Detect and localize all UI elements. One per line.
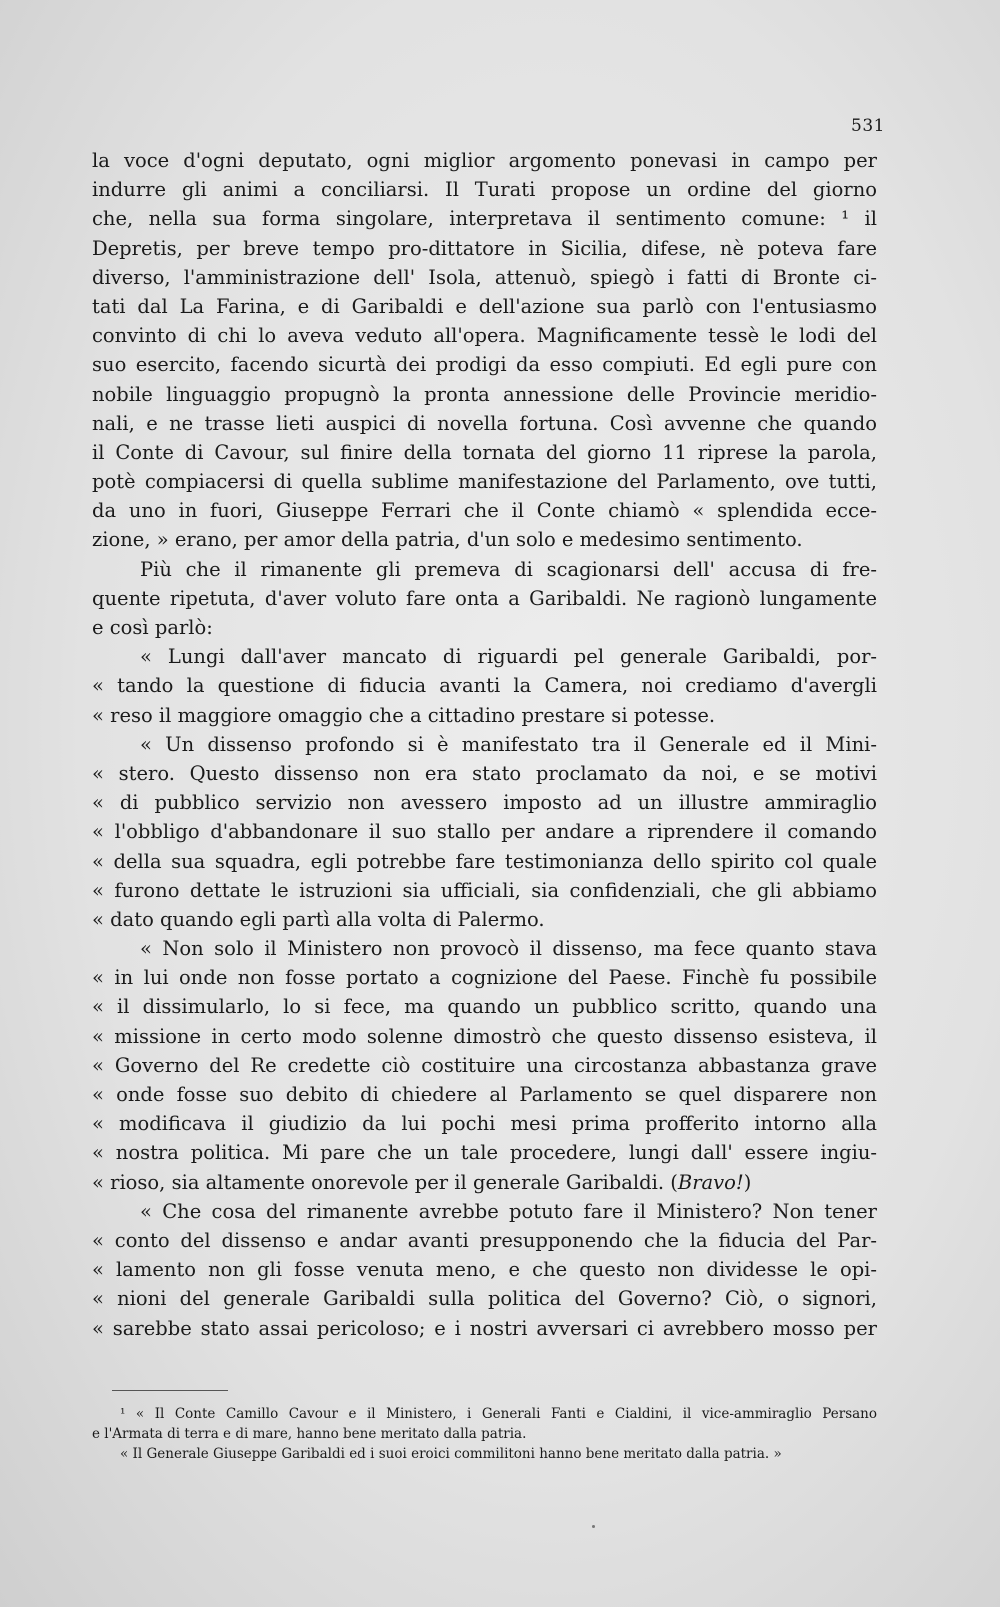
text-line: quente ripetuta, d'aver voluto fare onta a Garibaldi. Ne ragionò lungamente <box>92 586 877 610</box>
text-line: « missione in certo modo solenne dimostrò che questo dissenso esisteva, il <box>92 1024 877 1048</box>
text-line: diverso, l'amministrazione dell' Isola, attenuò, spiegò i fatti di Bronte ci- <box>92 265 877 289</box>
text-line: e così parlò: <box>92 616 213 639</box>
text-line: « conto del dissenso e andar avanti presupponendo che la fiducia del Par- <box>92 1228 877 1252</box>
text-line: il Conte di Cavour, sul finire della tornata del giorno 11 riprese la parola, <box>92 440 877 464</box>
text-line: « rioso, sia altamente onorevole per il generale Garibaldi. (Bravo!) <box>92 1170 752 1194</box>
text-line: « Un dissenso profondo si è manifestato tra il Generale ed il Mini- <box>140 732 877 756</box>
text-line: « sarebbe stato assai pericoloso; e i nostri avversari ci avrebbero mosso per <box>92 1316 877 1340</box>
text-line: nali, e ne trasse lieti auspici di novella fortuna. Così avvenne che quando <box>92 411 877 435</box>
paragraph <box>92 146 877 555</box>
text-line: « di pubblico servizio non avessero imposto ad un illustre ammiraglio <box>92 791 877 815</box>
text-line: « Governo del Re credette ciò costituire una circostanza abbastanza grave <box>92 1053 877 1077</box>
text-line: « Non solo il Ministero non provocò il dissenso, ma fece quanto stava <box>140 937 877 961</box>
text-line: tati dal La Farina, e di Garibaldi e dell'azione sua parlò con l'entusiasmo <box>92 294 877 318</box>
text-line: « l'obbligo d'abbandonare il suo stallo per andare a riprendere il comando <box>92 820 877 844</box>
page-number: 531 <box>851 116 885 136</box>
paragraph <box>92 555 877 643</box>
text-line: Più che il rimanente gli premeva di scagionarsi dell' accusa di fre- <box>140 557 877 581</box>
text-line: suo esercito, facendo sicurtà dei prodigi da esso compiuti. Ed egli pure con <box>92 353 877 377</box>
footnote-line: « Il Generale Giuseppe Garibaldi ed i suoi eroici commilitoni hanno bene meritato dalla patria. » <box>120 1446 782 1462</box>
quote-paragraph <box>92 1197 877 1343</box>
print-speck <box>592 1525 595 1528</box>
text-line: « reso il maggiore omaggio che a cittadino prestare si potesse. <box>92 703 716 727</box>
quote-paragraph <box>92 642 877 730</box>
quote-paragraph <box>92 730 877 934</box>
footnote-line: ¹ « Il Conte Camillo Cavour e il Ministero, i Generali Fanti e Cialdini, il vice-ammiraglio Persano <box>120 1406 877 1422</box>
text-line: « nostra politica. Mi pare che un tale procedere, lungi dall' essere ingiu- <box>92 1141 877 1165</box>
text-line: « della sua squadra, egli potrebbe fare testimonianza dello spirito col quale <box>92 849 877 873</box>
text-line: « Lungi dall'aver mancato di riguardi pel generale Garibaldi, por- <box>140 645 877 669</box>
text-line: « il dissimularlo, lo si fece, ma quando un pubblico scritto, quando una <box>92 995 877 1019</box>
text-line: « onde fosse suo debito di chiedere al Parlamento se quel disparere non <box>92 1083 877 1106</box>
footnote-divider <box>112 1390 228 1391</box>
footnote-line: e l'Armata di terra e di mare, hanno bene meritato dalla patria. <box>92 1426 527 1442</box>
text-line: Depretis, per breve tempo pro-dittatore in Sicilia, difese, nè poteva fare <box>92 236 877 260</box>
text-line: zione, » erano, per amor della patria, d'un solo e medesimo sentimento. <box>92 528 803 552</box>
quote-paragraph <box>92 934 877 1197</box>
text-line: « tando la questione di fiducia avanti la Camera, noi crediamo d'avergli <box>92 674 877 698</box>
text-line: che, nella sua forma singolare, interpretava il sentimento comune: ¹ il <box>92 207 877 231</box>
text-line: « furono dettate le istruzioni sia ufficiali, sia confidenziali, che gli abbiamo <box>92 878 877 902</box>
italic-exclamation: Bravo! <box>677 1170 744 1194</box>
text-line: « in lui onde non fosse portato a cognizione del Paese. Finchè fu possibile <box>92 966 877 990</box>
text-line: potè compiacersi di quella sublime manifestazione del Parlamento, ove tutti, <box>92 470 877 494</box>
text-line: indurre gli animi a conciliarsi. Il Turati propose un ordine del giorno <box>92 178 877 202</box>
text-line: la voce d'ogni deputato, ogni miglior argomento ponevasi in campo per <box>92 149 877 172</box>
text-line: « stero. Questo dissenso non era stato proclamato da noi, e se motivi <box>92 761 877 785</box>
text-line: « dato quando egli partì alla volta di Palermo. <box>92 907 545 931</box>
text-line: « Che cosa del rimanente avrebbe potuto fare il Ministero? Non tener <box>140 1199 877 1223</box>
text-line: nobile linguaggio propugnò la pronta annessione delle Provincie meridio- <box>92 382 877 406</box>
text-line: « nioni del generale Garibaldi sulla politica del Governo? Ciò, o signori, <box>92 1287 877 1311</box>
text-line: convinto di chi lo aveva veduto all'opera. Magnificamente tessè le lodi del <box>92 324 877 348</box>
text-line: « lamento non gli fosse venuta meno, e che questo non dividesse le opi- <box>92 1258 877 1282</box>
body-text <box>92 146 877 1343</box>
text-line: da uno in fuori, Giuseppe Ferrari che il Conte chiamò « splendida ecce- <box>92 499 877 523</box>
footnotes <box>92 1404 877 1464</box>
text-line: « modificava il giudizio da lui pochi mesi prima profferito intorno alla <box>92 1112 877 1136</box>
